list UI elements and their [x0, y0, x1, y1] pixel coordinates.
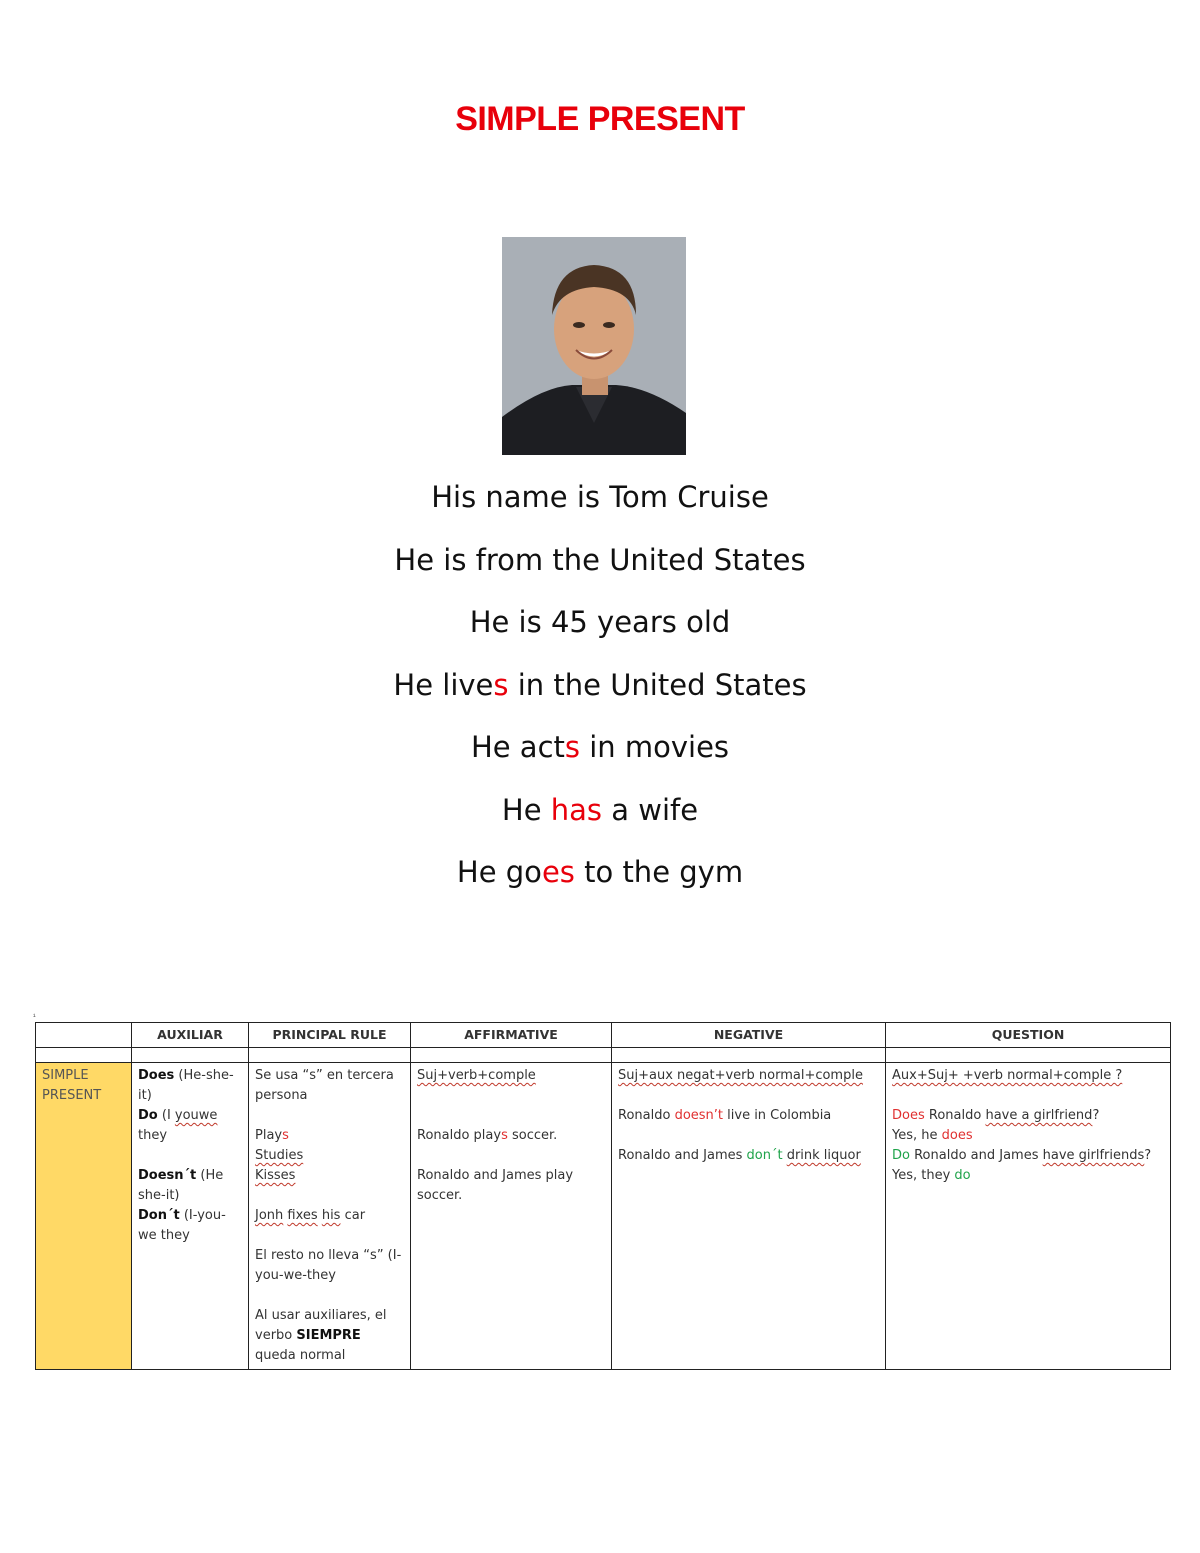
sentence-line: He lives in the United States [393, 667, 807, 702]
sentence-line: He is from the United States [394, 542, 806, 577]
header-principal-rule: PRINCIPAL RULE [249, 1023, 411, 1048]
header-negative: NEGATIVE [612, 1023, 886, 1048]
sentence-line: He has a wife [501, 792, 699, 827]
header-question: QUESTION [886, 1023, 1171, 1048]
table-header-row [36, 1023, 1171, 1048]
sentence-line: His name is Tom Cruise [431, 480, 769, 514]
auxiliar-cell: Does (He-she-it) Do (I youwe they Doesn´t (He she-it) Don´t (I-you-we they [132, 1063, 249, 1370]
portrait-photo [502, 237, 686, 455]
page-title: SIMPLE PRESENT [455, 100, 745, 138]
grammar-table [35, 1022, 1171, 1370]
header-auxiliar: AUXILIAR [132, 1023, 249, 1048]
sentence-line: He acts in movies [470, 730, 730, 764]
row-label-cell: SIMPLE PRESENT [36, 1063, 132, 1370]
affirmative-cell: Suj+verb+comple Ronaldo plays soccer. Ronaldo and James play soccer. [411, 1063, 612, 1370]
table-anchor-mark: ¹ [33, 1012, 36, 1021]
question-cell: Aux+Suj+ +verb normal+comple ? Does Ronaldo have a girlfriend? Yes, he does Do Ronaldo and James have girlfriends? Yes, they do [886, 1063, 1171, 1370]
table-spacer-row [36, 1048, 1171, 1063]
table-row [36, 1063, 1171, 1370]
negative-cell: Suj+aux negat+verb normal+comple Ronaldo doesn’t live in Colombia Ronaldo and James don´t drink liquor [612, 1063, 886, 1370]
sentence-line: He is 45 years old [469, 605, 731, 639]
header-affirmative: AFFIRMATIVE [411, 1023, 612, 1048]
header-empty [36, 1023, 132, 1048]
principal-rule-cell: Se usa “s” en tercera persona Plays Studies Kisses Jonh fixes his car El resto no lleva “s” (I-you-we-they Al usar auxiliares, el verbo SIEMPRE queda normal [249, 1063, 411, 1370]
sentence-line: He goes to the gym [456, 855, 744, 889]
sentence-list [0, 472, 1200, 910]
